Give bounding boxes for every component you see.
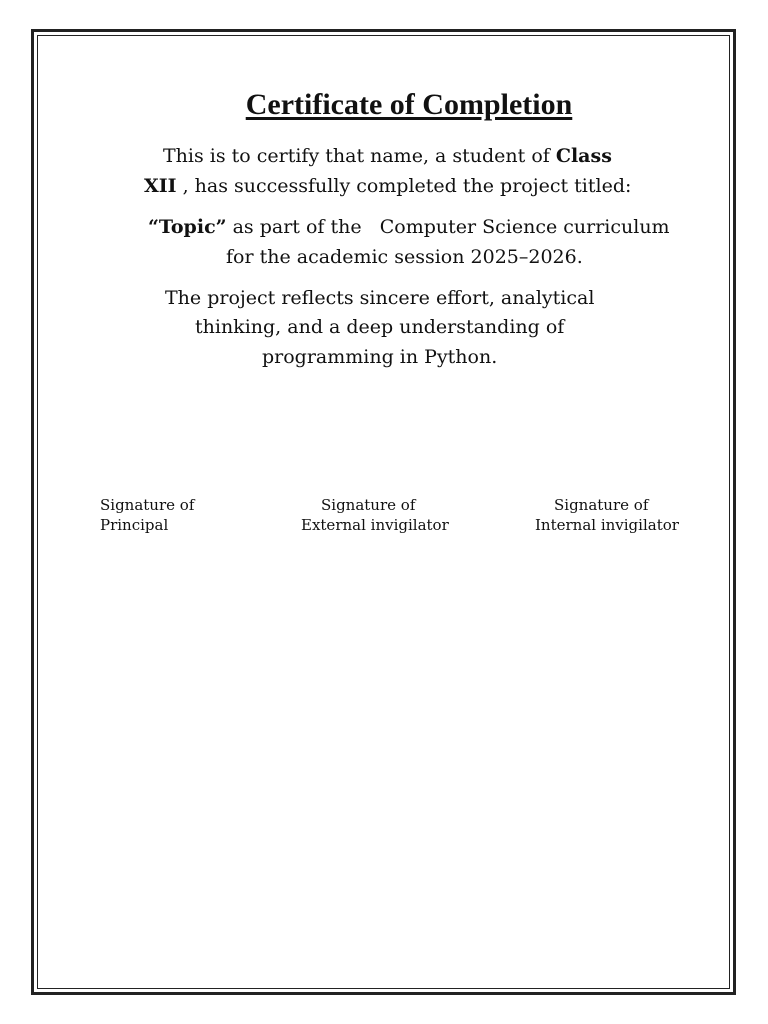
body-line-5: The project reflects sincere effort, analytical <box>165 287 595 309</box>
class-label: Class <box>555 145 612 167</box>
certificate-title: Certificate of Completion <box>245 88 573 121</box>
signature-external-line2: External invigilator <box>301 516 449 534</box>
signature-principal <box>100 495 194 535</box>
body-line-1-text: This is to certify that name, a student of <box>163 145 556 167</box>
project-topic: “Topic” <box>148 216 227 238</box>
body-line-2-text: , has successfully completed the project titled: <box>176 175 632 197</box>
body-line-4: for the academic session 2025–2026. <box>226 246 583 268</box>
signature-principal-line1: Signature of <box>100 496 195 514</box>
signature-principal-line2: Principal <box>100 516 169 534</box>
class-value: XII <box>144 175 177 197</box>
signature-internal-line1: Signature of <box>554 496 649 514</box>
body-line-2 <box>144 174 631 198</box>
body-line-3 <box>148 215 670 239</box>
body-line-6: thinking, and a deep understanding of <box>195 316 565 338</box>
signature-internal-line2: Internal invigilator <box>535 516 679 534</box>
body-line-3-text: as part of the Computer Science curriculum <box>226 216 670 238</box>
body-line-1 <box>163 144 612 168</box>
signature-external-line1: Signature of <box>321 496 416 514</box>
body-line-7: programming in Python. <box>262 346 498 368</box>
signature-external <box>301 495 449 535</box>
signature-internal <box>535 495 679 535</box>
